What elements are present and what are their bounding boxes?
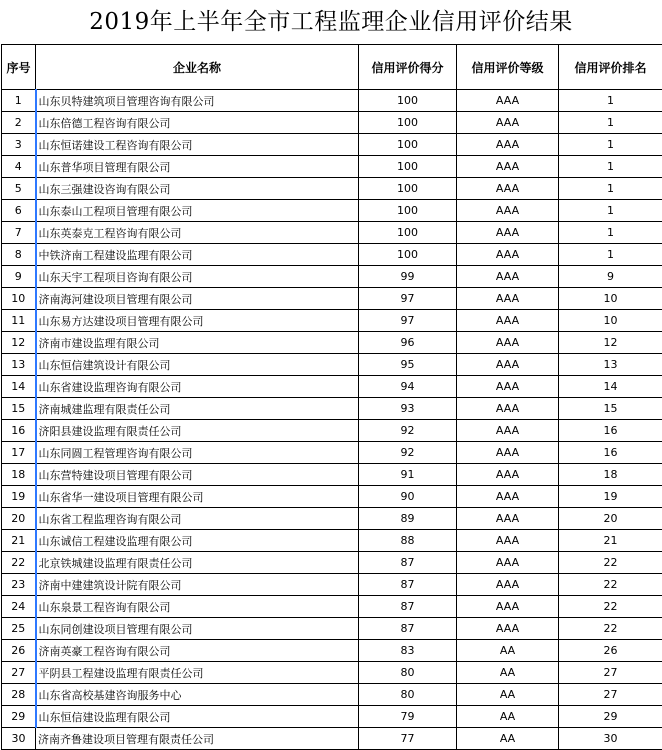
table-row bbox=[2, 112, 662, 134]
row-index: 5 bbox=[2, 178, 36, 200]
company-name: 山东恒诺建设工程咨询有限公司 bbox=[36, 134, 359, 156]
row-index: 3 bbox=[2, 134, 36, 156]
table-row bbox=[2, 530, 662, 552]
grade-cell: AA bbox=[457, 662, 559, 684]
score-cell: 100 bbox=[359, 222, 457, 244]
grade-cell: AAA bbox=[457, 464, 559, 486]
table-row bbox=[2, 398, 662, 420]
score-cell: 90 bbox=[359, 486, 457, 508]
grade-cell: AAA bbox=[457, 310, 559, 332]
rank-cell: 1 bbox=[559, 200, 662, 222]
table-row bbox=[2, 134, 662, 156]
rank-cell: 27 bbox=[559, 684, 662, 706]
rank-cell: 10 bbox=[559, 310, 662, 332]
company-name: 山东诚信工程建设监理有限公司 bbox=[36, 530, 359, 552]
table-row bbox=[2, 706, 662, 728]
score-cell: 80 bbox=[359, 662, 457, 684]
grade-cell: AAA bbox=[457, 332, 559, 354]
company-name: 北京铁城建设监理有限责任公司 bbox=[36, 552, 359, 574]
grade-cell: AA bbox=[457, 684, 559, 706]
company-name: 中铁济南工程建设监理有限公司 bbox=[36, 244, 359, 266]
company-name: 山东恒信建设监理有限公司 bbox=[36, 706, 359, 728]
grade-cell: AAA bbox=[457, 200, 559, 222]
rank-cell: 21 bbox=[559, 530, 662, 552]
table-row bbox=[2, 464, 662, 486]
company-name: 山东贝特建筑项目管理咨询有限公司 bbox=[36, 90, 359, 112]
row-index: 29 bbox=[2, 706, 36, 728]
grade-cell: AAA bbox=[457, 244, 559, 266]
score-cell: 87 bbox=[359, 574, 457, 596]
company-name: 济南齐鲁建设项目管理有限责任公司 bbox=[36, 728, 359, 750]
header-grade: 信用评价等级 bbox=[457, 45, 559, 90]
score-cell: 100 bbox=[359, 134, 457, 156]
company-name: 山东省工程监理咨询有限公司 bbox=[36, 508, 359, 530]
grade-cell: AAA bbox=[457, 222, 559, 244]
row-index: 28 bbox=[2, 684, 36, 706]
table-row bbox=[2, 200, 662, 222]
row-index: 13 bbox=[2, 354, 36, 376]
table-row bbox=[2, 728, 662, 750]
row-index: 20 bbox=[2, 508, 36, 530]
row-index: 26 bbox=[2, 640, 36, 662]
score-cell: 100 bbox=[359, 244, 457, 266]
company-name: 平阴县工程建设监理有限责任公司 bbox=[36, 662, 359, 684]
rank-cell: 14 bbox=[559, 376, 662, 398]
rank-cell: 9 bbox=[559, 266, 662, 288]
score-cell: 89 bbox=[359, 508, 457, 530]
row-index: 4 bbox=[2, 156, 36, 178]
company-name: 济阳县建设监理有限责任公司 bbox=[36, 420, 359, 442]
score-cell: 79 bbox=[359, 706, 457, 728]
company-name: 山东天宇工程项目咨询有限公司 bbox=[36, 266, 359, 288]
header-row bbox=[2, 45, 662, 90]
table-row bbox=[2, 354, 662, 376]
table-row bbox=[2, 244, 662, 266]
row-index: 6 bbox=[2, 200, 36, 222]
table-row bbox=[2, 288, 662, 310]
score-cell: 87 bbox=[359, 596, 457, 618]
grade-cell: AAA bbox=[457, 596, 559, 618]
company-name: 济南中建建筑设计院有限公司 bbox=[36, 574, 359, 596]
row-index: 27 bbox=[2, 662, 36, 684]
rank-cell: 13 bbox=[559, 354, 662, 376]
rank-cell: 1 bbox=[559, 222, 662, 244]
rank-cell: 1 bbox=[559, 244, 662, 266]
table-row bbox=[2, 662, 662, 684]
row-index: 2 bbox=[2, 112, 36, 134]
score-cell: 94 bbox=[359, 376, 457, 398]
table-row bbox=[2, 684, 662, 706]
table-row bbox=[2, 310, 662, 332]
header-index: 序号 bbox=[2, 45, 36, 90]
table-row bbox=[2, 376, 662, 398]
row-index: 7 bbox=[2, 222, 36, 244]
company-name: 山东省高校基建咨询服务中心 bbox=[36, 684, 359, 706]
score-cell: 91 bbox=[359, 464, 457, 486]
company-name: 山东恒信建筑设计有限公司 bbox=[36, 354, 359, 376]
row-index: 18 bbox=[2, 464, 36, 486]
rank-cell: 30 bbox=[559, 728, 662, 750]
rank-cell: 1 bbox=[559, 178, 662, 200]
rank-cell: 27 bbox=[559, 662, 662, 684]
row-index: 24 bbox=[2, 596, 36, 618]
grade-cell: AAA bbox=[457, 508, 559, 530]
grade-cell: AAA bbox=[457, 134, 559, 156]
company-name: 济南英豪工程咨询有限公司 bbox=[36, 640, 359, 662]
document-title: 2019年上半年全市工程监理企业信用评价结果 bbox=[0, 0, 662, 44]
table-row bbox=[2, 486, 662, 508]
header-rank: 信用评价排名 bbox=[559, 45, 662, 90]
score-cell: 97 bbox=[359, 310, 457, 332]
grade-cell: AAA bbox=[457, 266, 559, 288]
score-cell: 92 bbox=[359, 442, 457, 464]
header-score: 信用评价得分 bbox=[359, 45, 457, 90]
company-name: 济南海河建设项目管理有限公司 bbox=[36, 288, 359, 310]
header-company-name: 企业名称 bbox=[36, 45, 359, 90]
table-row bbox=[2, 618, 662, 640]
score-cell: 88 bbox=[359, 530, 457, 552]
company-name: 山东省建设监理咨询有限公司 bbox=[36, 376, 359, 398]
rank-cell: 1 bbox=[559, 90, 662, 112]
score-cell: 87 bbox=[359, 618, 457, 640]
grade-cell: AA bbox=[457, 728, 559, 750]
rank-cell: 1 bbox=[559, 112, 662, 134]
table-row bbox=[2, 332, 662, 354]
row-index: 25 bbox=[2, 618, 36, 640]
rank-cell: 10 bbox=[559, 288, 662, 310]
rank-cell: 22 bbox=[559, 596, 662, 618]
row-index: 30 bbox=[2, 728, 36, 750]
company-name: 山东英泰克工程咨询有限公司 bbox=[36, 222, 359, 244]
score-cell: 96 bbox=[359, 332, 457, 354]
rank-cell: 22 bbox=[559, 552, 662, 574]
company-name: 济南城建监理有限责任公司 bbox=[36, 398, 359, 420]
score-cell: 80 bbox=[359, 684, 457, 706]
row-index: 19 bbox=[2, 486, 36, 508]
grade-cell: AAA bbox=[457, 112, 559, 134]
table-row bbox=[2, 508, 662, 530]
grade-cell: AAA bbox=[457, 354, 559, 376]
score-cell: 99 bbox=[359, 266, 457, 288]
rank-cell: 16 bbox=[559, 442, 662, 464]
table-row bbox=[2, 90, 662, 112]
company-name: 山东营特建设项目管理有限公司 bbox=[36, 464, 359, 486]
grade-cell: AAA bbox=[457, 398, 559, 420]
row-index: 21 bbox=[2, 530, 36, 552]
grade-cell: AA bbox=[457, 706, 559, 728]
company-name: 山东泉景工程咨询有限公司 bbox=[36, 596, 359, 618]
rank-cell: 29 bbox=[559, 706, 662, 728]
row-index: 22 bbox=[2, 552, 36, 574]
grade-cell: AAA bbox=[457, 420, 559, 442]
table-row bbox=[2, 178, 662, 200]
row-index: 10 bbox=[2, 288, 36, 310]
row-index: 15 bbox=[2, 398, 36, 420]
company-name: 山东同圆工程管理咨询有限公司 bbox=[36, 442, 359, 464]
grade-cell: AAA bbox=[457, 530, 559, 552]
table-body bbox=[2, 90, 662, 750]
company-name: 山东易方达建设项目管理有限公司 bbox=[36, 310, 359, 332]
rank-cell: 15 bbox=[559, 398, 662, 420]
company-name: 山东同创建设项目管理有限公司 bbox=[36, 618, 359, 640]
rank-cell: 1 bbox=[559, 134, 662, 156]
score-cell: 93 bbox=[359, 398, 457, 420]
score-cell: 100 bbox=[359, 156, 457, 178]
company-name: 山东普华项目管理有限公司 bbox=[36, 156, 359, 178]
table-row bbox=[2, 442, 662, 464]
table-row bbox=[2, 596, 662, 618]
score-cell: 95 bbox=[359, 354, 457, 376]
score-cell: 92 bbox=[359, 420, 457, 442]
company-name: 山东倍德工程咨询有限公司 bbox=[36, 112, 359, 134]
company-name: 山东泰山工程项目管理有限公司 bbox=[36, 200, 359, 222]
score-cell: 100 bbox=[359, 200, 457, 222]
table-row bbox=[2, 574, 662, 596]
grade-cell: AAA bbox=[457, 618, 559, 640]
grade-cell: AAA bbox=[457, 156, 559, 178]
table-row bbox=[2, 266, 662, 288]
row-index: 17 bbox=[2, 442, 36, 464]
grade-cell: AAA bbox=[457, 442, 559, 464]
grade-cell: AAA bbox=[457, 376, 559, 398]
rank-cell: 26 bbox=[559, 640, 662, 662]
table-row bbox=[2, 222, 662, 244]
score-cell: 77 bbox=[359, 728, 457, 750]
rank-cell: 22 bbox=[559, 618, 662, 640]
row-index: 12 bbox=[2, 332, 36, 354]
score-cell: 100 bbox=[359, 178, 457, 200]
row-index: 1 bbox=[2, 90, 36, 112]
row-index: 11 bbox=[2, 310, 36, 332]
rank-cell: 18 bbox=[559, 464, 662, 486]
rank-cell: 1 bbox=[559, 156, 662, 178]
company-name: 济南市建设监理有限公司 bbox=[36, 332, 359, 354]
grade-cell: AAA bbox=[457, 288, 559, 310]
table-row bbox=[2, 420, 662, 442]
company-name: 山东省华一建设项目管理有限公司 bbox=[36, 486, 359, 508]
row-index: 8 bbox=[2, 244, 36, 266]
rank-cell: 20 bbox=[559, 508, 662, 530]
table-row bbox=[2, 552, 662, 574]
grade-cell: AAA bbox=[457, 552, 559, 574]
rank-cell: 16 bbox=[559, 420, 662, 442]
row-index: 23 bbox=[2, 574, 36, 596]
row-index: 9 bbox=[2, 266, 36, 288]
grade-cell: AAA bbox=[457, 486, 559, 508]
row-index: 14 bbox=[2, 376, 36, 398]
grade-cell: AAA bbox=[457, 90, 559, 112]
rank-cell: 22 bbox=[559, 574, 662, 596]
company-name: 山东三强建设咨询有限公司 bbox=[36, 178, 359, 200]
score-cell: 100 bbox=[359, 90, 457, 112]
score-cell: 83 bbox=[359, 640, 457, 662]
table-row bbox=[2, 640, 662, 662]
score-cell: 87 bbox=[359, 552, 457, 574]
grade-cell: AAA bbox=[457, 178, 559, 200]
rank-cell: 12 bbox=[559, 332, 662, 354]
rating-table bbox=[1, 44, 662, 750]
row-index: 16 bbox=[2, 420, 36, 442]
rank-cell: 19 bbox=[559, 486, 662, 508]
grade-cell: AAA bbox=[457, 574, 559, 596]
score-cell: 100 bbox=[359, 112, 457, 134]
grade-cell: AA bbox=[457, 640, 559, 662]
table-row bbox=[2, 156, 662, 178]
score-cell: 97 bbox=[359, 288, 457, 310]
